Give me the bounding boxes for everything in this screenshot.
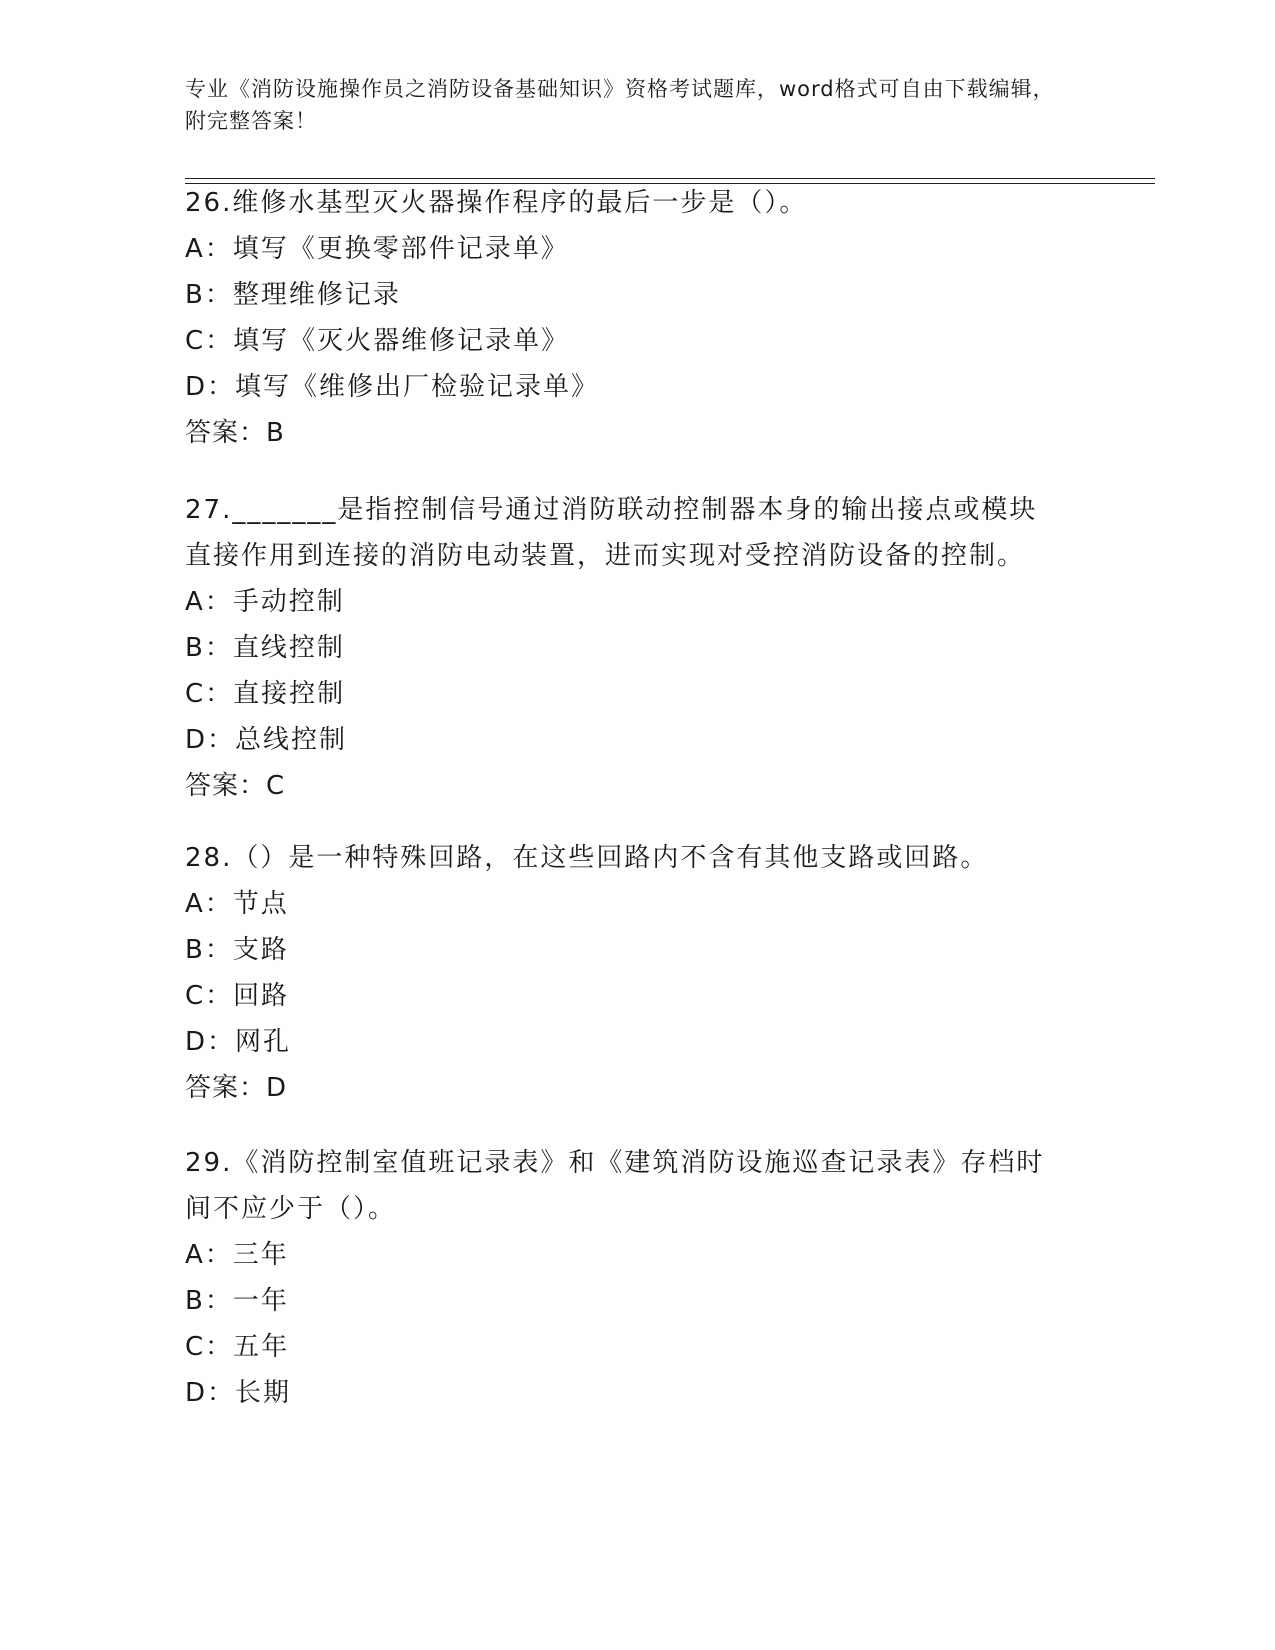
rule-line <box>185 178 1155 179</box>
option-c: C：五年 <box>185 1332 290 1362</box>
option-a: A：三年 <box>185 1240 289 1270</box>
option-c: C：回路 <box>185 981 290 1011</box>
option-d: D：填写《维修出厂检验记录单》 <box>185 372 600 402</box>
option-c: C：直接控制 <box>185 679 346 709</box>
answer-label: 答案：D <box>185 1073 288 1103</box>
answer-label: 答案：C <box>185 771 286 801</box>
question-stem: 27._______是指控制信号通过消防联动控制器本身的输出接点或模块直接作用到连接的消防电动装置，进而实现对受控消防设备的控制。 <box>185 495 1038 571</box>
question-stem: 26.维修水基型灭火器操作程序的最后一步是（）。 <box>185 188 808 218</box>
option-a: A：手动控制 <box>185 587 345 617</box>
question-28 <box>185 835 1065 1111</box>
option-b: B：直线控制 <box>185 633 345 663</box>
option-c: C：填写《灭火器维修记录单》 <box>185 326 570 356</box>
document-header: 专业《消防设施操作员之消防设备基础知识》资格考试题库，word格式可自由下载编辑，附完整答案！ <box>185 77 1055 133</box>
option-d: D：长期 <box>185 1378 292 1408</box>
option-d: D：总线控制 <box>185 725 348 755</box>
option-d: D：网孔 <box>185 1027 292 1057</box>
question-stem: 28.（）是一种特殊回路，在这些回路内不含有其他支路或回路。 <box>185 843 989 873</box>
question-27 <box>185 487 1065 809</box>
question-26 <box>185 180 1065 456</box>
question-stem: 29.《消防控制室值班记录表》和《建筑消防设施巡查记录表》存档时间不应少于（）。 <box>185 1148 1045 1224</box>
option-b: B：整理维修记录 <box>185 280 401 310</box>
option-b: B：支路 <box>185 935 289 965</box>
question-29 <box>185 1140 1065 1416</box>
answer-label: 答案：B <box>185 418 285 448</box>
option-a: A：节点 <box>185 889 289 919</box>
option-b: B：一年 <box>185 1286 289 1316</box>
option-a: A：填写《更换零部件记录单》 <box>185 234 569 264</box>
